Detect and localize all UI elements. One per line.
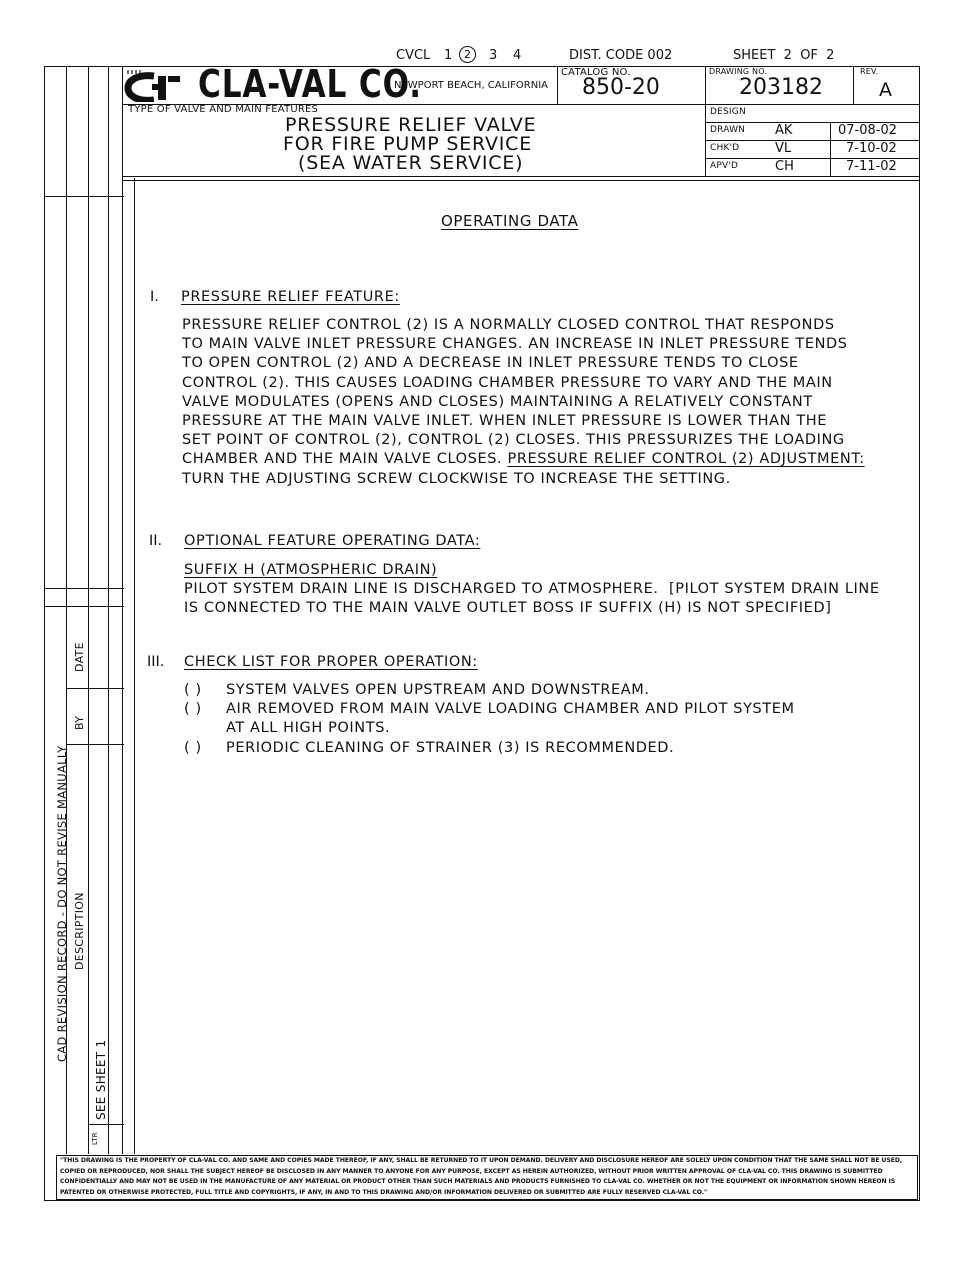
company-location: NEWPORT BEACH, CALIFORNIA <box>394 80 548 91</box>
section-1-line: CHAMBER AND THE MAIN VALVE CLOSES. <box>182 451 508 468</box>
section-2-line: PILOT SYSTEM DRAIN LINE IS DISCHARGED TO ATMOSPHERE. [PILOT SYSTEM DRAIN LINE <box>184 581 880 597</box>
rev-row-bottom <box>88 1124 124 1125</box>
rev-row-header-2 <box>66 744 124 745</box>
rev-col-line-5 <box>134 178 135 1154</box>
cvcl-option-4: 4 <box>513 48 522 63</box>
section-1-line: VALVE MODULATES (OPENS AND CLOSES) MAINTAINING A RELATIVELY CONSTANT <box>182 393 813 410</box>
rev-value: A <box>879 79 892 101</box>
by-column-label: BY <box>73 715 86 730</box>
approval-drawn-label: DRAWN <box>710 125 746 135</box>
drawing-frame <box>44 66 920 1201</box>
checklist <box>184 681 914 758</box>
section-2-title: OPTIONAL FEATURE OPERATING DATA: <box>184 533 481 549</box>
checkbox[interactable]: ( ) <box>184 701 202 718</box>
section-2-numeral: II. <box>149 533 163 549</box>
section-2-subtitle: SUFFIX H (ATMOSPHERIC DRAIN) <box>184 562 438 578</box>
cvcl-label: CVCL <box>396 48 431 63</box>
checklist-item-text: AT ALL HIGH POINTS. <box>226 720 391 737</box>
approval-checked-date: 7-10-02 <box>846 141 897 156</box>
section-1-line: SET POINT OF CONTROL (2), CONTROL (2) CLOSES. THIS PRESSURIZES THE LOADING <box>182 432 845 449</box>
rev-col-line-3 <box>108 66 109 1154</box>
section-1-line: TO MAIN VALVE INLET PRESSURE CHANGES. AN INCREASE IN INLET PRESSURE TENDS <box>182 336 848 353</box>
checklist-item-text: SYSTEM VALVES OPEN UPSTREAM AND DOWNSTREAM. <box>226 682 650 698</box>
section-1-line: PRESSURE AT THE MAIN VALVE INLET. WHEN INLET PRESSURE IS LOWER THAN THE <box>182 413 828 430</box>
catalog-box-left <box>557 66 558 104</box>
section-3-title: CHECK LIST FOR PROPER OPERATION: <box>184 654 478 670</box>
section-1-line-final <box>182 450 912 469</box>
rev-label: REV. <box>860 67 879 76</box>
approval-drawn-date: 07-08-02 <box>838 123 898 138</box>
approval-date-col <box>830 122 831 176</box>
valve-type-label: TYPE OF VALVE AND MAIN FEATURES <box>128 104 319 115</box>
see-sheet-note: SEE SHEET 1 <box>94 1039 108 1120</box>
approval-drawn-by: AK <box>775 123 793 138</box>
rev-row-top-2 <box>44 588 124 589</box>
ltr-label: LTR <box>91 1132 99 1145</box>
rev-row-header-1 <box>66 688 124 689</box>
catalog-number: 850-20 <box>582 75 660 100</box>
drawing-number: 203182 <box>739 75 823 100</box>
checklist-item <box>184 700 914 719</box>
valve-title-line-3: (SEA WATER SERVICE) <box>298 152 524 174</box>
description-column-label: DESCRIPTION <box>73 892 86 970</box>
cvcl-option-3: 3 <box>489 48 498 63</box>
approval-approved-by: CH <box>775 159 794 174</box>
cvcl-option-1: 1 <box>444 48 453 63</box>
cla-val-logo-icon <box>124 68 182 102</box>
approval-approved-date: 7-11-02 <box>846 159 897 174</box>
adjustment-instruction: TURN THE ADJUSTING SCREW CLOCKWISE TO INCREASE THE SETTING. <box>182 470 731 487</box>
rev-row-top-1 <box>44 196 124 197</box>
drawing-number-label: DRAWING NO. <box>709 67 768 76</box>
approval-checked-by: VL <box>775 141 792 156</box>
section-1-numeral: I. <box>150 289 159 305</box>
section-1-body <box>182 316 912 489</box>
cvcl-option-2-circled <box>459 46 476 63</box>
checkbox[interactable]: ( ) <box>184 739 202 756</box>
section-1-line: CONTROL (2). THIS CAUSES LOADING CHAMBER PRESSURE TO VARY AND THE MAIN <box>182 374 833 391</box>
catalog-label: CATALOG NO. <box>561 67 631 78</box>
checklist-item-text: PERIODIC CLEANING OF STRAINER (3) IS RECOMMENDED. <box>226 739 675 756</box>
company-name: CLA-VAL CO. <box>198 62 422 106</box>
rev-box-left <box>853 66 854 104</box>
section-1-title: PRESSURE RELIEF FEATURE: <box>181 289 400 305</box>
dist-code: DIST. CODE 002 <box>569 48 673 63</box>
confidentiality-notice: "THIS DRAWING IS THE PROPERTY OF CLA-VAL CO. AND SAME AND COPIES MADE THEREOF, IF ANY, SHALL BE RETURNED TO IT UPON DEMAND. DELIVERY AND DISCLOSURE HEREOF ARE SOLELY UPON CONDITION THAT THE SAME SHALL NOT BE USED, COPIED OR REPRODUCED, NOR SHALL THE SUBJECT HEREOF BE DISCLOSED IN ANY MANNER TO ANYONE FOR ANY PURPOSE, EXCEPT AS HEREIN AUTHORIZED, WITHOUT PRIOR WRITTEN APPROVAL OF CLA-VAL CO. THIS DRAWING IS SUBMITTED CONFIDENTIALLY AND MAY NOT BE USED IN THE MANUFACTURE OF ANY MATERIAL OR PRODUCT OTHER THAN SUCH MATERIALS AND PRODUCTS FURNISHED TO CLA-VAL CO. WHETHER OR NOT THE EQUIPMENT OR INFORMATION SHOWN HEREON IS PATENTED OR OTHERWISE PROTECTED, FULL TITLE AND COPYRIGHTS, IF ANY, IN AND TO THIS DRAWING AND/OR INFORMATION DELIVERED OR SUBMITTED ARE FULLY RESERVED CLA-VAL CO." <box>56 1155 918 1200</box>
checklist-item <box>184 739 914 758</box>
section-1-line: PRESSURE RELIEF CONTROL (2) IS A NORMALLY CLOSED CONTROL THAT RESPONDS <box>182 317 835 333</box>
title-block-bottom <box>122 176 920 177</box>
valve-title-line-2: FOR FIRE PUMP SERVICE <box>283 133 533 155</box>
section-2-body <box>184 580 914 618</box>
cvcl-selected-value: 2 <box>464 48 471 61</box>
approval-design-label: DESIGN <box>710 107 746 117</box>
date-column-label: DATE <box>73 642 86 672</box>
checklist-item <box>184 681 914 700</box>
rev-col-line-4 <box>122 66 123 1154</box>
valve-title-line-1: PRESSURE RELIEF VALVE <box>285 114 537 136</box>
rev-row-top-3 <box>44 606 124 607</box>
rev-col-line-2 <box>88 66 89 1154</box>
page-heading: OPERATING DATA <box>441 212 579 230</box>
section-1-line: TO OPEN CONTROL (2) AND A DECREASE IN INLET PRESSURE TENDS TO CLOSE <box>182 355 799 372</box>
approval-approved-label: APV'D <box>710 161 739 171</box>
checkbox[interactable]: ( ) <box>184 682 202 698</box>
adjustment-label: PRESSURE RELIEF CONTROL (2) ADJUSTMENT: <box>507 451 865 468</box>
drawing-box-left <box>705 66 706 176</box>
cad-revision-note: CAD REVISION RECORD - DO NOT REVISE MANUALLY <box>55 745 69 1062</box>
section-3-numeral: III. <box>147 654 165 670</box>
checklist-item-text: AIR REMOVED FROM MAIN VALVE LOADING CHAMBER AND PILOT SYSTEM <box>226 701 795 718</box>
content-frame-top <box>122 180 920 181</box>
section-2-line: IS CONNECTED TO THE MAIN VALVE OUTLET BOSS IF SUFFIX (H) IS NOT SPECIFIED] <box>184 600 832 617</box>
approval-checked-label: CHK'D <box>710 143 740 153</box>
checklist-item-continued <box>184 719 914 738</box>
sheet-number: SHEET 2 OF 2 <box>733 48 835 63</box>
